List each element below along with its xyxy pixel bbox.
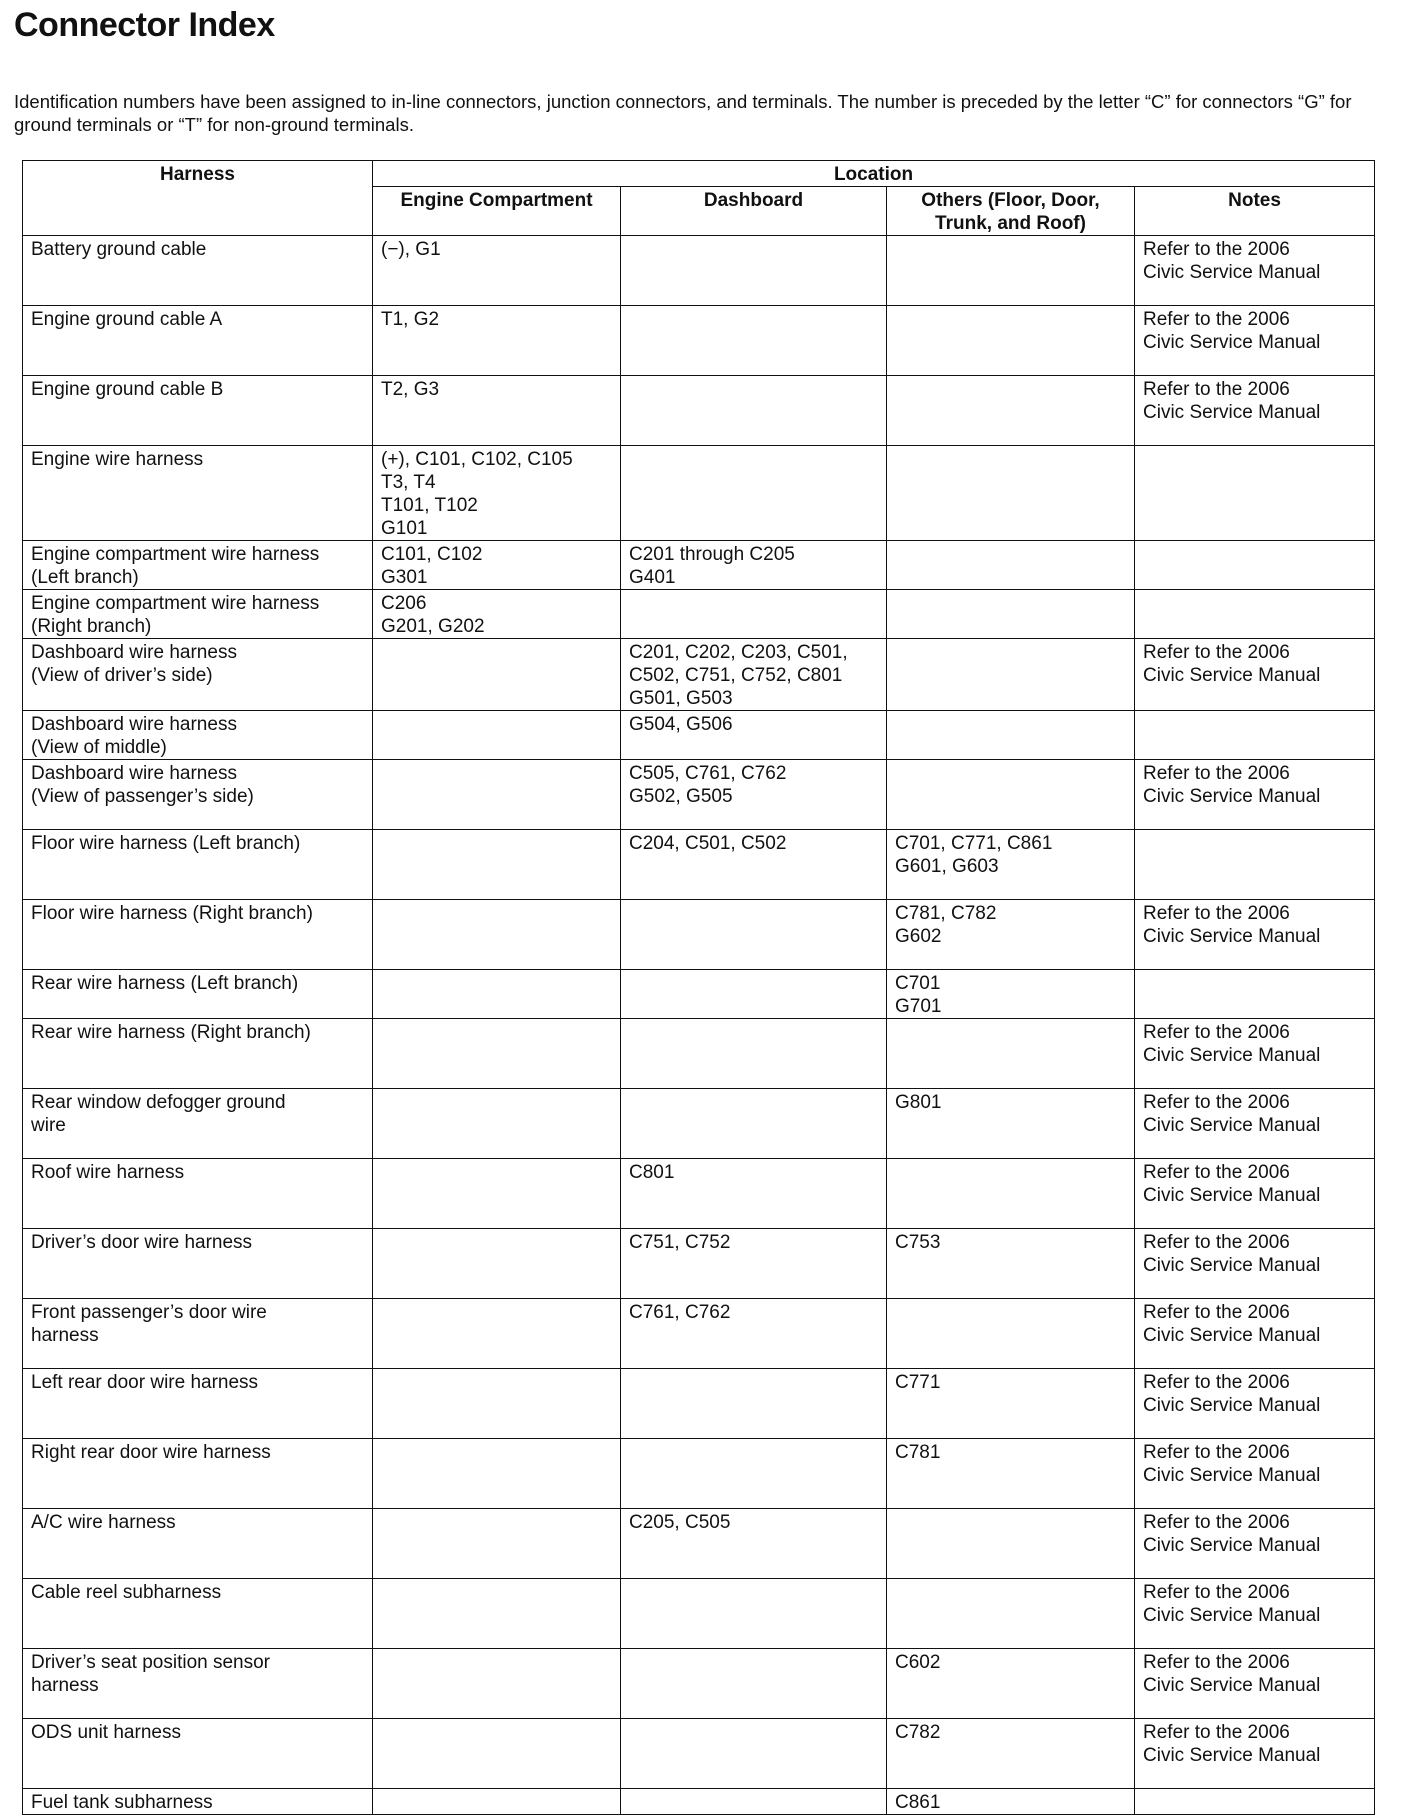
dashboard-cell <box>621 590 887 639</box>
others-cell: C782 <box>887 1719 1135 1789</box>
others-cell <box>887 760 1135 830</box>
dashboard-cell <box>621 236 887 306</box>
harness-cell: Engine ground cable A <box>23 306 373 376</box>
dashboard-cell <box>621 1719 887 1789</box>
dashboard-cell <box>621 1439 887 1509</box>
harness-cell: Fuel tank subharness <box>23 1789 373 1815</box>
harness-cell: ODS unit harness <box>23 1719 373 1789</box>
harness-cell: Engine ground cable B <box>23 376 373 446</box>
others-cell <box>887 711 1135 760</box>
table-row <box>23 1509 1375 1579</box>
notes-cell: Refer to the 2006 Civic Service Manual <box>1135 1509 1375 1579</box>
notes-cell: Refer to the 2006 Civic Service Manual <box>1135 1019 1375 1089</box>
others-cell: C861 <box>887 1789 1135 1815</box>
others-cell: C701 G701 <box>887 970 1135 1019</box>
table-row <box>23 1789 1375 1815</box>
others-cell: C701, C771, C861 G601, G603 <box>887 830 1135 900</box>
notes-cell <box>1135 970 1375 1019</box>
dashboard-cell <box>621 970 887 1019</box>
others-cell <box>887 446 1135 541</box>
engine-compartment-cell: (+), C101, C102, C105 T3, T4 T101, T102 G101 <box>373 446 621 541</box>
table-row <box>23 639 1375 711</box>
dashboard-cell: C205, C505 <box>621 1509 887 1579</box>
engine-compartment-cell <box>373 1299 621 1369</box>
engine-compartment-cell: T1, G2 <box>373 306 621 376</box>
engine-compartment-cell <box>373 1579 621 1649</box>
notes-cell <box>1135 541 1375 590</box>
dashboard-cell: C801 <box>621 1159 887 1229</box>
harness-cell: Dashboard wire harness (View of middle) <box>23 711 373 760</box>
header-engine-compartment: Engine Compartment <box>373 187 621 236</box>
table-body <box>23 236 1375 1815</box>
intro-paragraph: Identification numbers have been assigned to in-line connectors, junction connectors, and terminals. The number is preceded by the letter “C” for connectors “G” for ground terminals or “T” for non-ground terminals. <box>14 91 1352 135</box>
others-cell <box>887 1159 1135 1229</box>
table-row <box>23 760 1375 830</box>
dashboard-cell <box>621 306 887 376</box>
harness-cell: A/C wire harness <box>23 1509 373 1579</box>
header-dashboard: Dashboard <box>621 187 887 236</box>
engine-compartment-cell <box>373 1649 621 1719</box>
table-row <box>23 970 1375 1019</box>
others-cell <box>887 306 1135 376</box>
table-row <box>23 830 1375 900</box>
harness-cell: Floor wire harness (Left branch) <box>23 830 373 900</box>
table-row <box>23 1089 1375 1159</box>
table-row <box>23 590 1375 639</box>
table-row <box>23 1719 1375 1789</box>
dashboard-cell <box>621 1089 887 1159</box>
harness-cell: Engine wire harness <box>23 446 373 541</box>
engine-compartment-cell <box>373 1159 621 1229</box>
dashboard-cell <box>621 900 887 970</box>
table-row <box>23 900 1375 970</box>
notes-cell: Refer to the 2006 Civic Service Manual <box>1135 900 1375 970</box>
table-row <box>23 1019 1375 1089</box>
harness-cell: Left rear door wire harness <box>23 1369 373 1439</box>
notes-cell <box>1135 711 1375 760</box>
notes-cell: Refer to the 2006 Civic Service Manual <box>1135 236 1375 306</box>
dashboard-cell: C201 through C205 G401 <box>621 541 887 590</box>
harness-cell: Cable reel subharness <box>23 1579 373 1649</box>
engine-compartment-cell: C101, C102 G301 <box>373 541 621 590</box>
others-cell: C771 <box>887 1369 1135 1439</box>
harness-cell: Dashboard wire harness (View of passenger’s side) <box>23 760 373 830</box>
engine-compartment-cell <box>373 1439 621 1509</box>
notes-cell <box>1135 446 1375 541</box>
harness-cell: Engine compartment wire harness (Left branch) <box>23 541 373 590</box>
engine-compartment-cell <box>373 970 621 1019</box>
engine-compartment-cell <box>373 1719 621 1789</box>
table-row <box>23 541 1375 590</box>
others-cell <box>887 376 1135 446</box>
dashboard-cell: G504, G506 <box>621 711 887 760</box>
connector-index-table <box>22 160 1375 1815</box>
notes-cell: Refer to the 2006 Civic Service Manual <box>1135 639 1375 711</box>
engine-compartment-cell: T2, G3 <box>373 376 621 446</box>
others-cell <box>887 1509 1135 1579</box>
table-row <box>23 1159 1375 1229</box>
harness-cell: Driver’s door wire harness <box>23 1229 373 1299</box>
notes-cell: Refer to the 2006 Civic Service Manual <box>1135 1369 1375 1439</box>
table-row <box>23 1439 1375 1509</box>
others-cell <box>887 590 1135 639</box>
header-location: Location <box>373 161 1375 187</box>
dashboard-cell <box>621 376 887 446</box>
table-header <box>23 161 1375 236</box>
harness-cell: Engine compartment wire harness (Right branch) <box>23 590 373 639</box>
engine-compartment-cell <box>373 1509 621 1579</box>
dashboard-cell <box>621 1789 887 1815</box>
others-cell <box>887 1299 1135 1369</box>
harness-cell: Rear wire harness (Left branch) <box>23 970 373 1019</box>
engine-compartment-cell <box>373 1089 621 1159</box>
harness-cell: Rear window defogger ground wire <box>23 1089 373 1159</box>
dashboard-cell: C751, C752 <box>621 1229 887 1299</box>
harness-cell: Dashboard wire harness (View of driver’s side) <box>23 639 373 711</box>
dashboard-cell: C761, C762 <box>621 1299 887 1369</box>
others-cell: C781 <box>887 1439 1135 1509</box>
engine-compartment-cell <box>373 1019 621 1089</box>
table-row <box>23 1649 1375 1719</box>
table-row <box>23 1299 1375 1369</box>
notes-cell: Refer to the 2006 Civic Service Manual <box>1135 1719 1375 1789</box>
others-cell <box>887 1579 1135 1649</box>
others-cell: G801 <box>887 1089 1135 1159</box>
others-cell <box>887 639 1135 711</box>
notes-cell <box>1135 830 1375 900</box>
table-row <box>23 236 1375 306</box>
notes-cell <box>1135 590 1375 639</box>
others-cell <box>887 1019 1135 1089</box>
engine-compartment-cell <box>373 1229 621 1299</box>
engine-compartment-cell <box>373 639 621 711</box>
dashboard-cell <box>621 1649 887 1719</box>
engine-compartment-cell: C206 G201, G202 <box>373 590 621 639</box>
dashboard-cell <box>621 1019 887 1089</box>
table-row <box>23 711 1375 760</box>
notes-cell: Refer to the 2006 Civic Service Manual <box>1135 1649 1375 1719</box>
dashboard-cell: C204, C501, C502 <box>621 830 887 900</box>
table-row <box>23 1369 1375 1439</box>
notes-cell: Refer to the 2006 Civic Service Manual <box>1135 1299 1375 1369</box>
others-cell: C781, C782 G602 <box>887 900 1135 970</box>
dashboard-cell: C201, C202, C203, C501, C502, C751, C752, C801 G501, G503 <box>621 639 887 711</box>
notes-cell: Refer to the 2006 Civic Service Manual <box>1135 1439 1375 1509</box>
notes-cell: Refer to the 2006 Civic Service Manual <box>1135 1229 1375 1299</box>
engine-compartment-cell <box>373 711 621 760</box>
notes-cell: Refer to the 2006 Civic Service Manual <box>1135 1089 1375 1159</box>
harness-cell: Right rear door wire harness <box>23 1439 373 1509</box>
engine-compartment-cell <box>373 760 621 830</box>
harness-cell: Battery ground cable <box>23 236 373 306</box>
table-row <box>23 376 1375 446</box>
engine-compartment-cell: (−), G1 <box>373 236 621 306</box>
header-others: Others (Floor, Door, Trunk, and Roof) <box>887 187 1135 236</box>
table-row <box>23 306 1375 376</box>
engine-compartment-cell <box>373 1789 621 1815</box>
engine-compartment-cell <box>373 830 621 900</box>
table-row <box>23 446 1375 541</box>
engine-compartment-cell <box>373 1369 621 1439</box>
notes-cell <box>1135 1789 1375 1815</box>
harness-cell: Driver’s seat position sensor harness <box>23 1649 373 1719</box>
harness-cell: Rear wire harness (Right branch) <box>23 1019 373 1089</box>
others-cell <box>887 541 1135 590</box>
harness-cell: Floor wire harness (Right branch) <box>23 900 373 970</box>
notes-cell: Refer to the 2006 Civic Service Manual <box>1135 376 1375 446</box>
table-row <box>23 1229 1375 1299</box>
notes-cell: Refer to the 2006 Civic Service Manual <box>1135 1579 1375 1649</box>
harness-cell: Front passenger’s door wire harness <box>23 1299 373 1369</box>
dashboard-cell <box>621 1369 887 1439</box>
dashboard-cell <box>621 446 887 541</box>
others-cell <box>887 236 1135 306</box>
others-cell: C602 <box>887 1649 1135 1719</box>
dashboard-cell <box>621 1579 887 1649</box>
table-row <box>23 1579 1375 1649</box>
page-title: Connector Index <box>14 6 275 44</box>
harness-cell: Roof wire harness <box>23 1159 373 1229</box>
header-notes: Notes <box>1135 187 1375 236</box>
others-cell: C753 <box>887 1229 1135 1299</box>
header-harness: Harness <box>23 161 373 236</box>
engine-compartment-cell <box>373 900 621 970</box>
dashboard-cell: C505, C761, C762 G502, G505 <box>621 760 887 830</box>
notes-cell: Refer to the 2006 Civic Service Manual <box>1135 760 1375 830</box>
notes-cell: Refer to the 2006 Civic Service Manual <box>1135 1159 1375 1229</box>
notes-cell: Refer to the 2006 Civic Service Manual <box>1135 306 1375 376</box>
